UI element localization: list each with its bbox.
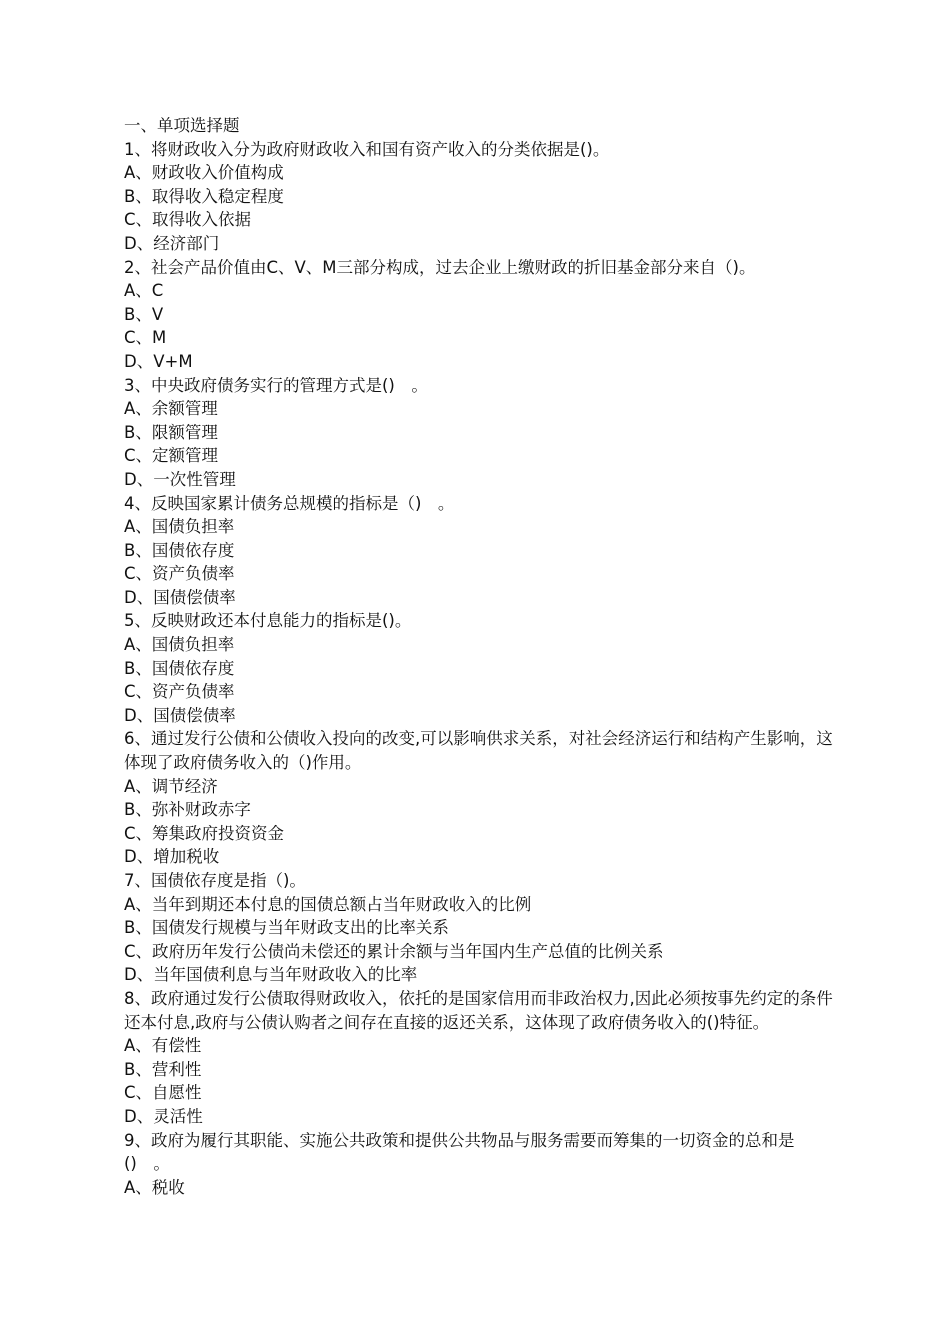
option-c: C、取得收入依据 xyxy=(124,210,252,230)
question-8 xyxy=(124,987,834,1129)
question-stem: 1、将财政收入分为政府财政收入和国有资产收入的分类依据是()。 xyxy=(124,139,610,159)
question-9 xyxy=(124,1129,834,1200)
option-d: D、灵活性 xyxy=(124,1106,203,1126)
question-stem: 8、政府通过发行公债取得财政收入，依托的是国家信用而非政治权力,因此必须按事先约定的条件还本付息,政府与公债认购者之间存在直接的返还关系，这体现了政府债务收入的()特征。 xyxy=(124,988,833,1032)
option-b: B、弥补财政赤字 xyxy=(124,800,251,820)
option-d: D、国债偿债率 xyxy=(124,587,236,607)
question-stem: 4、反映国家累计债务总规模的指标是（) 。 xyxy=(124,493,455,513)
option-c: C、M xyxy=(124,328,167,348)
option-a: A、财政收入价值构成 xyxy=(124,163,284,183)
question-2 xyxy=(124,256,834,374)
option-d: D、一次性管理 xyxy=(124,469,236,489)
question-4 xyxy=(124,492,834,610)
option-c: C、政府历年发行公债尚未偿还的累计余额与当年国内生产总值的比例关系 xyxy=(124,941,664,961)
option-a: A、国债负担率 xyxy=(124,517,235,537)
question-stem: 7、国债依存度是指（)。 xyxy=(124,871,306,890)
option-b: B、限额管理 xyxy=(124,422,218,442)
option-a: A、有偿性 xyxy=(124,1036,202,1056)
option-a: A、国债负担率 xyxy=(124,635,235,655)
option-a: A、税收 xyxy=(124,1177,185,1197)
question-1 xyxy=(124,138,834,256)
option-c: C、筹集政府投资资金 xyxy=(124,823,285,843)
option-a: A、当年到期还本付息的国债总额占当年财政收入的比例 xyxy=(124,894,532,914)
option-b: B、国债依存度 xyxy=(124,658,235,678)
option-c: C、定额管理 xyxy=(124,446,219,466)
question-stem: 6、通过发行公债和公债收入投向的改变,可以影响供求关系，对社会经济运行和结构产生影响，这体现了政府债务收入的（)作用。 xyxy=(124,729,833,773)
option-d: D、增加税收 xyxy=(124,847,220,867)
option-d: D、当年国债利息与当年财政收入的比率 xyxy=(124,965,418,985)
option-c: C、资产负债率 xyxy=(124,682,235,702)
question-3 xyxy=(124,374,834,492)
section-title: 一、单项选择题 xyxy=(124,116,240,135)
question-stem: 9、政府为履行其职能、实施公共政策和提供公共物品与服务需要而筹集的一切资金的总和是() 。 xyxy=(124,1130,795,1174)
question-stem: 2、社会产品价值由C、V、M三部分构成，过去企业上缴财政的折旧基金部分来自（)。 xyxy=(124,257,756,277)
option-b: B、国债发行规模与当年财政支出的比率关系 xyxy=(124,918,449,938)
option-d: D、V+M xyxy=(124,351,193,371)
question-7 xyxy=(124,869,834,987)
option-b: B、国债依存度 xyxy=(124,540,235,560)
option-b: B、营利性 xyxy=(124,1059,202,1079)
option-b: B、取得收入稳定程度 xyxy=(124,186,284,206)
option-a: A、余额管理 xyxy=(124,399,218,419)
option-d: D、经济部门 xyxy=(124,233,220,253)
question-6 xyxy=(124,727,834,869)
option-a: A、C xyxy=(124,281,164,301)
option-d: D、国债偿债率 xyxy=(124,705,236,725)
option-c: C、自愿性 xyxy=(124,1083,202,1103)
option-b: B、V xyxy=(124,304,164,324)
question-stem: 3、中央政府债务实行的管理方式是() 。 xyxy=(124,375,428,395)
question-stem: 5、反映财政还本付息能力的指标是()。 xyxy=(124,611,412,631)
option-a: A、调节经济 xyxy=(124,776,218,796)
document-page xyxy=(124,114,834,1199)
option-c: C、资产负债率 xyxy=(124,564,235,584)
question-5 xyxy=(124,609,834,727)
